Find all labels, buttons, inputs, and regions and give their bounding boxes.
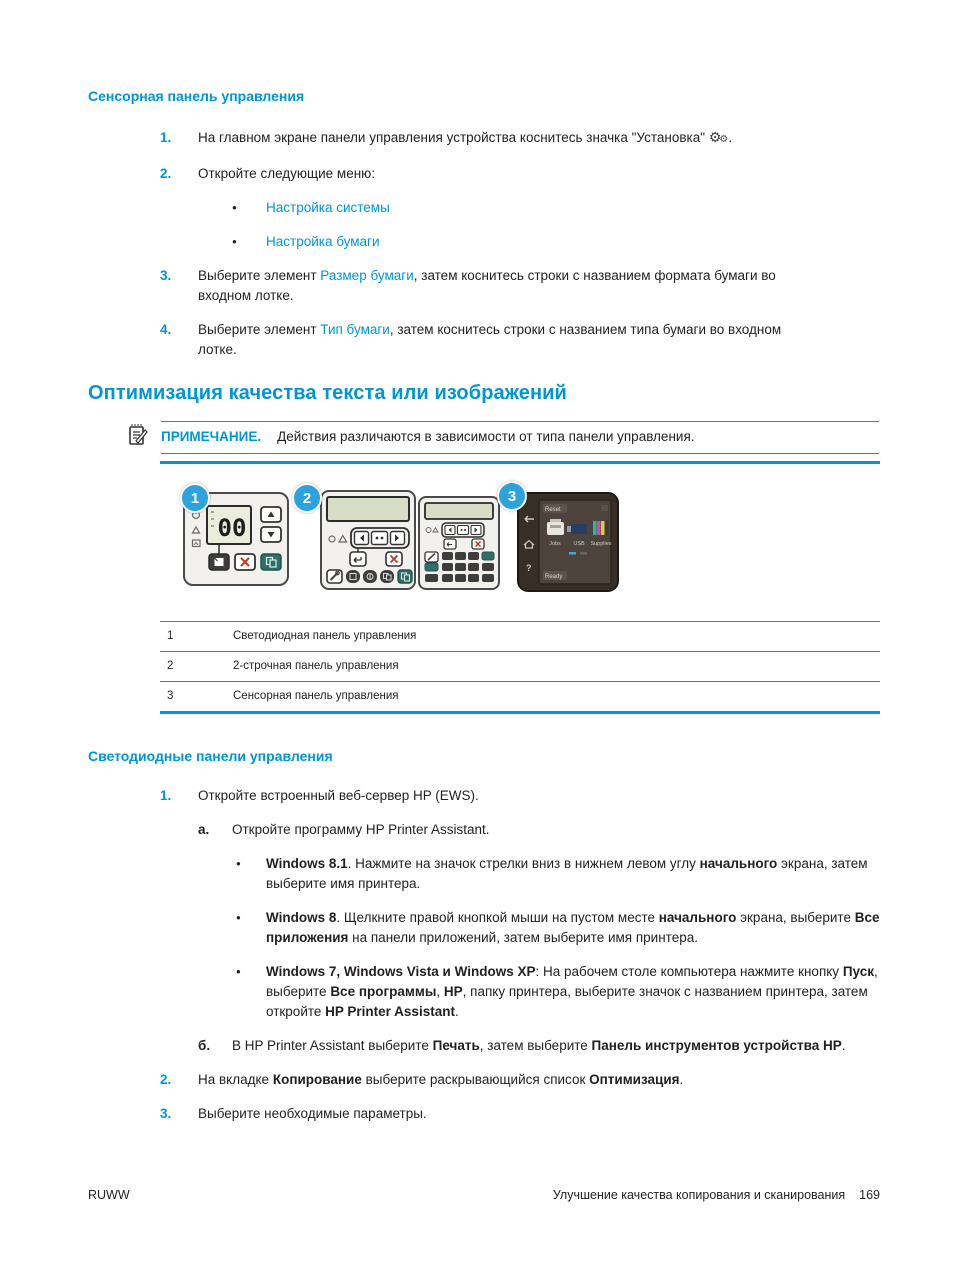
step-text-seg: .: [841, 1038, 846, 1053]
bullet-text-seg: на панели приложений, затем выберите имя принтера.: [348, 930, 698, 945]
bold-term: начального: [658, 910, 737, 925]
step-number: 1.: [160, 788, 172, 803]
step-text: Откройте следующие меню:: [198, 166, 376, 181]
step-text-pre: На главном экране панели управления устройства коснитесь значка "Установка": [198, 130, 709, 145]
bold-os-name: Windows 8.1: [266, 856, 348, 871]
bullet-text-seg: , выберите: [266, 964, 878, 999]
step-text-seg: В HP Printer Assistant выберите: [232, 1038, 433, 1053]
bullet-text-seg: ,: [436, 984, 444, 999]
step-text: Откройте встроенный веб-сервер HP (EWS).: [198, 788, 479, 803]
note-text: Действия различаются в зависимости от типа панели управления.: [277, 429, 695, 444]
table-row: [160, 681, 880, 711]
table-row-number: 2: [167, 660, 174, 672]
footer-locale: RUWW: [88, 1188, 130, 1202]
footer-page-number: 169: [859, 1188, 880, 1202]
step-item: [88, 1070, 880, 1090]
table-row-label: Сенсорная панель управления: [233, 690, 399, 702]
help-icon: ?: [526, 563, 532, 573]
bullet-text-seg: экрана, затем выберите имя принтера.: [266, 856, 868, 891]
step-text-post: , затем коснитесь строки с названием формата бумаги во входном лотке.: [198, 268, 776, 303]
table-row-label: 2-строчная панель управления: [233, 660, 399, 672]
step-item: [88, 320, 880, 360]
bold-term: Оптимизация: [589, 1072, 680, 1087]
gear-icon: ⚙: [708, 130, 722, 146]
substep-text: [232, 1036, 845, 1056]
touch-ready-status: Ready: [545, 574, 563, 580]
step-text-pre: Выберите элемент: [198, 268, 321, 283]
bullet-dot: [232, 198, 266, 218]
step-number: 4.: [160, 322, 172, 337]
callout-2: 2: [292, 483, 322, 513]
step-text-post: .: [728, 130, 733, 145]
bullet-text: [266, 854, 880, 894]
touch-supplies-label: Supplies: [590, 541, 612, 547]
bold-term: начального: [699, 856, 778, 871]
os-bullet: [88, 854, 880, 894]
bold-term: Панель инструментов устройства HP: [591, 1038, 842, 1053]
footer-right: [553, 1188, 880, 1203]
step-item: [88, 164, 880, 184]
menu-bullet: [88, 232, 880, 252]
substep-item: [88, 820, 880, 840]
step-text-pre: Выберите элемент: [198, 322, 321, 337]
footer-chapter-title: Улучшение качества копирования и сканирования: [552, 1188, 846, 1202]
bullet-text-seg: : На рабочем столе компьютера нажмите кнопку: [535, 964, 843, 979]
bold-term: Все приложения: [266, 910, 880, 945]
step-item: [88, 266, 880, 306]
bullet-text-seg: , папку принтера, выберите значок с названием принтера, затем откройте: [266, 984, 868, 1019]
led-display-value: 00: [217, 514, 247, 542]
note-icon: [127, 421, 161, 454]
link-paper-type[interactable]: Тип бумаги: [320, 322, 390, 337]
touchscreen-control-panel-image: [517, 492, 619, 597]
step-number: 3.: [160, 1106, 172, 1121]
touch-usb-label: USB: [573, 541, 585, 547]
step-text-seg: .: [679, 1072, 684, 1087]
substep-letter: а.: [198, 822, 210, 837]
step-number: 3.: [160, 268, 172, 283]
setup-gears-icon: [709, 130, 729, 146]
step-text: [198, 320, 818, 360]
os-bullet: [88, 908, 880, 948]
bold-term: Пуск: [842, 964, 874, 979]
menu-bullet: [88, 198, 880, 218]
gear-icon-small: ⚙: [719, 134, 729, 145]
bullet-dot: [236, 854, 266, 894]
step-item: [88, 128, 880, 150]
two-line-control-panel-image: [320, 490, 416, 595]
step-item: [88, 1104, 880, 1124]
control-panels-figure: [160, 461, 880, 621]
bold-term: Все программы: [330, 984, 437, 999]
bullet-dot: [236, 908, 266, 948]
step-text-post: , затем коснитесь строки с названием типа бумаги во входном лотке.: [198, 322, 782, 357]
link-system-setup[interactable]: Настройка системы: [266, 200, 390, 215]
bullet-text-seg: .: [454, 1004, 459, 1019]
bullet-text-seg: экрана, выберите: [736, 910, 855, 925]
step-text-seg: На вкладке: [198, 1072, 273, 1087]
table-row-number: 3: [167, 690, 174, 702]
step-text: Выберите необходимые параметры.: [198, 1106, 427, 1121]
os-bullet: [88, 962, 880, 1022]
bold-term: HP: [443, 984, 463, 999]
two-line-keypad-panel-image: [418, 496, 500, 595]
note-block: [127, 421, 880, 454]
callout-3: 3: [497, 481, 527, 511]
table-row: [160, 651, 880, 681]
panel-legend-table: [160, 621, 880, 714]
touch-reset-button: Reset: [545, 507, 561, 513]
substep-text: Откройте программу HP Printer Assistant.: [232, 822, 490, 837]
bullet-dot: [236, 962, 266, 1022]
bullet-dot: [232, 232, 266, 252]
section-title-optimize: Оптимизация качества текста или изображений: [88, 382, 567, 404]
subsection-title-touch-panel: Сенсорная панель управления: [88, 88, 305, 104]
subsection-title-led-panels: Светодиодные панели управления: [88, 748, 333, 764]
table-row: [160, 621, 880, 651]
step-text-seg: , затем выберите: [479, 1038, 592, 1053]
step-text-seg: выберите раскрывающийся список: [361, 1072, 590, 1087]
note-body: [161, 421, 879, 454]
table-row-number: 1: [167, 630, 174, 642]
substep-letter: б.: [198, 1038, 211, 1053]
bullet-text-seg: . Нажмите на значок стрелки вниз в нижнем левом углу: [347, 856, 700, 871]
step-number: 1.: [160, 130, 172, 145]
step-text: [198, 128, 732, 150]
step-text: [198, 1070, 683, 1090]
bullet-text: [266, 908, 880, 948]
link-paper-size[interactable]: Размер бумаги: [320, 268, 414, 283]
note-label: ПРИМЕЧАНИЕ.: [161, 429, 262, 444]
bold-term: Печать: [432, 1038, 480, 1053]
bold-os-name: Windows 7, Windows Vista и Windows XP: [266, 964, 536, 979]
step-item: [88, 786, 880, 806]
step-number: 2.: [160, 1072, 172, 1087]
step-text: [198, 266, 818, 306]
substep-item: [88, 1036, 880, 1056]
link-paper-setup[interactable]: Настройка бумаги: [266, 234, 380, 249]
page-footer: [88, 1188, 880, 1203]
bullet-text-seg: . Щелкните правой кнопкой мыши на пустом месте: [336, 910, 659, 925]
bold-os-name: Windows 8: [266, 910, 337, 925]
bullet-text: [266, 962, 880, 1022]
step-number: 2.: [160, 166, 172, 181]
table-row-label: Светодиодная панель управления: [233, 630, 417, 642]
touch-jobs-label: Jobs: [549, 541, 561, 547]
callout-1: 1: [180, 483, 210, 513]
bold-term: Копирование: [272, 1072, 362, 1087]
bold-term: HP Printer Assistant: [325, 1004, 455, 1019]
